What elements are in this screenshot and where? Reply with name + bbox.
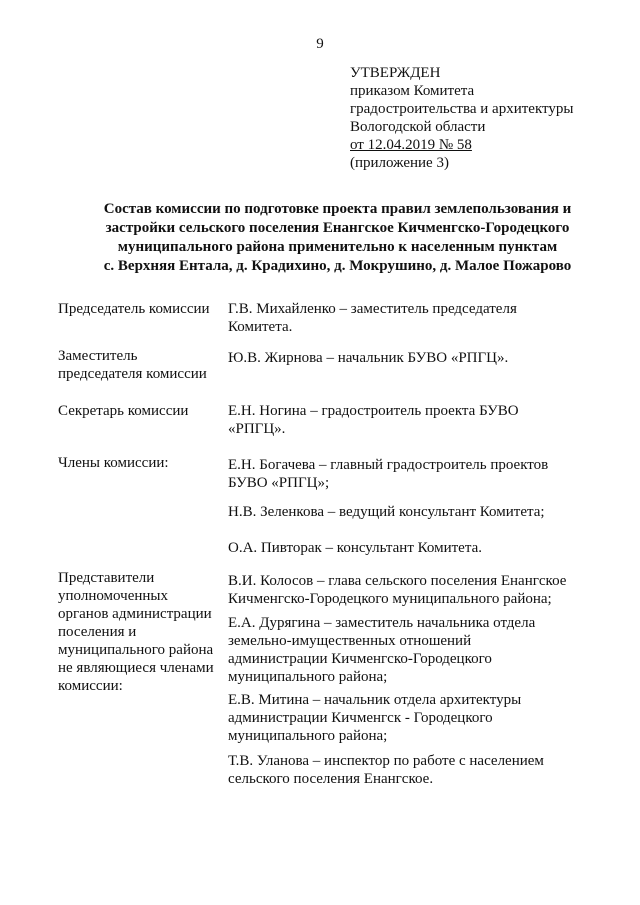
person-member-2: Н.В. Зеленкова – ведущий консультант Комитета; [228, 504, 545, 520]
approval-block [350, 64, 573, 172]
document-title [60, 200, 615, 276]
title-line: с. Верхняя Ентала, д. Крадихино, д. Мокрушино, д. Малое Пожарово [103, 258, 572, 274]
title-line: Состав комиссии по подготовке проекта правил землепользования и [103, 201, 572, 217]
role-members: Члены комиссии: [58, 455, 169, 471]
approval-heading: УТВЕРЖДЕН [350, 65, 441, 81]
person-representative-3: Е.В. Митина – начальник отдела архитектуры администрации Кичменгск - Городецкого муниципального района; [228, 692, 522, 744]
person-chairman: Г.В. Михайленко – заместитель председателя Комитета. [228, 301, 517, 335]
approval-appendix: (приложение 3) [350, 155, 449, 171]
role-chairman: Председатель комиссии [58, 301, 210, 317]
title-line: застройки сельского поселения Енангское Кичменгско-Городецкого [105, 220, 570, 236]
person-representative-1: В.И. Колосов – глава сельского поселения Енангское Кичменгско-Городецкого муниципального района; [228, 573, 567, 607]
role-secretary: Секретарь комиссии [58, 403, 189, 419]
approval-order-number: от 12.04.2019 № 58 [350, 137, 472, 153]
title-line: муниципального района применительно к населенным пунктам [117, 239, 558, 255]
approval-line: приказом Комитета [350, 83, 475, 99]
approval-line: Вологодской области [350, 119, 486, 135]
page-number: 9 [316, 36, 324, 52]
person-representative-4: Т.В. Уланова – инспектор по работе с населением сельского поселения Енангское. [228, 753, 544, 787]
person-deputy: Ю.В. Жирнова – начальник БУВО «РПГЦ». [228, 350, 509, 366]
person-member-3: О.А. Пивторак – консультант Комитета. [228, 540, 482, 556]
approval-line: градостроительства и архитектуры [350, 101, 574, 117]
role-representatives: Представители уполномоченных органов администрации поселения и муниципального района не являющиеся членами комиссии: [58, 570, 214, 694]
person-member-1: Е.Н. Богачева – главный градостроитель проектов БУВО «РПГЦ»; [228, 457, 549, 491]
person-secretary: Е.Н. Ногина – градостроитель проекта БУВО «РПГЦ». [228, 403, 519, 437]
role-deputy: Заместитель председателя комиссии [58, 348, 207, 382]
person-representative-2: Е.А. Дурягина – заместитель начальника отдела земельно-имущественных отношений администрации Кичменгско-Городецкого муниципального района; [228, 615, 536, 685]
